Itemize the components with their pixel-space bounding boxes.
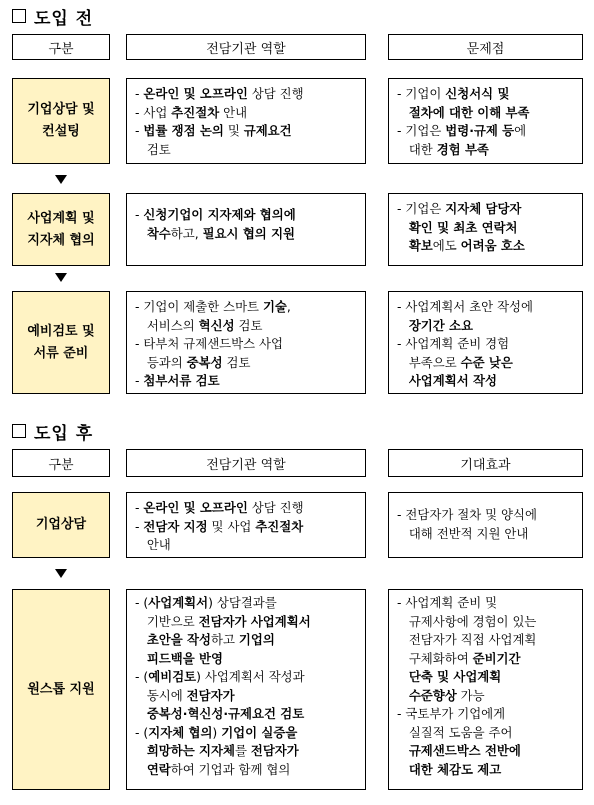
text-line — [397, 742, 574, 761]
section-title-text: 도입 후 — [34, 424, 94, 444]
text: - 기업이 제출한 스마트 — [135, 299, 263, 314]
bold-text: 연락 — [146, 761, 171, 777]
category-one-stop — [12, 589, 110, 790]
text-line — [397, 317, 574, 336]
text — [135, 706, 147, 721]
category-label-line: 서류 준비 — [33, 345, 89, 361]
text-line — [397, 85, 574, 104]
bold-text: 중복성 — [186, 354, 223, 370]
text — [397, 105, 409, 120]
text: 상담 진행 — [247, 86, 304, 101]
text-line — [397, 298, 574, 317]
bold-text: 예비검토 — [148, 669, 197, 684]
text-line — [135, 225, 357, 244]
category-label-line: 컨설팅 — [42, 124, 80, 139]
text: - 사업계획서 초안 작성에 — [397, 299, 533, 314]
text-line — [135, 298, 357, 317]
issue-box-review-docs — [388, 291, 583, 394]
effect-box-consult — [388, 492, 583, 558]
category-consult — [12, 492, 110, 558]
text — [397, 688, 409, 703]
text: 전담자가 직접 사업계획 — [397, 632, 537, 647]
text: - 사업계획 준비 경험 — [397, 336, 510, 351]
text-line — [397, 219, 574, 238]
header-category: 구분 — [12, 449, 110, 477]
bold-text: 초안을 작성 — [146, 632, 211, 647]
bold-text: 온라인 및 오프라인 — [143, 86, 248, 101]
category-label-line: 사업계획 및 — [27, 210, 95, 226]
bold-text: 지자체 협의 — [148, 724, 213, 740]
issue-box-consulting — [388, 78, 583, 164]
text-line — [135, 206, 357, 225]
bold-text: 기술 — [262, 299, 287, 314]
text: 상담 진행 — [247, 500, 304, 515]
bold-text: 착수 — [146, 225, 171, 241]
text: 가능 — [456, 687, 485, 703]
category-plan-local — [12, 193, 110, 266]
text: - — [135, 373, 144, 388]
text: 및 사업 — [207, 518, 256, 534]
header-role: 전담기관 역할 — [126, 449, 366, 477]
text-line — [397, 141, 574, 160]
role-box-plan-local — [126, 193, 366, 266]
text — [397, 669, 409, 684]
checkbox-square-icon — [12, 424, 26, 438]
text — [397, 238, 409, 253]
text: - 기업은 — [397, 201, 446, 216]
text: 검토 — [135, 141, 171, 157]
text-line — [135, 668, 357, 687]
bold-text: 전담자가 사업계획서 — [198, 613, 311, 629]
text: 하여 기업과 함께 협의 — [170, 761, 291, 777]
header-effect: 기대효과 — [388, 449, 583, 477]
text — [397, 373, 409, 388]
bold-text: 수준 낮은 — [460, 354, 513, 370]
bold-text: 신청서식 및 — [445, 86, 510, 101]
text: 규제사항에 경험이 있는 — [397, 613, 537, 629]
text-line — [135, 742, 357, 761]
bold-text: 법률 쟁점 논의 — [143, 123, 224, 138]
text-line — [135, 335, 357, 354]
text: - ( — [135, 595, 149, 610]
down-arrow-icon — [55, 175, 67, 184]
bold-text: 사업계획서 — [148, 595, 209, 610]
checkbox-square-icon — [12, 9, 26, 23]
role-box-review-docs — [126, 291, 366, 394]
bold-text: 추진절차 — [171, 104, 220, 120]
text: - 사업 — [135, 104, 172, 120]
text-line — [397, 237, 574, 256]
text-line — [397, 104, 574, 123]
text-line — [397, 761, 574, 780]
bold-text: 장기간 소요 — [408, 317, 473, 333]
text-line — [397, 631, 574, 650]
header-category: 구분 — [12, 34, 110, 60]
bold-text: 준비기간 — [472, 650, 521, 666]
text — [135, 632, 147, 647]
text: - — [135, 86, 144, 101]
bold-text: 혁신성 — [198, 317, 235, 333]
text-line — [397, 335, 574, 354]
text-line — [397, 506, 574, 525]
text-line — [397, 613, 574, 632]
category-label-line: 예비검토 및 — [27, 323, 95, 339]
text: 기반으로 — [135, 613, 199, 629]
text: ) — [212, 724, 222, 740]
text-line — [135, 613, 357, 632]
bold-text: 첨부서류 검토 — [143, 373, 220, 388]
bold-text: 대한 체감도 제고 — [408, 761, 502, 777]
bold-text: 규제샌드박스 전반에 — [408, 743, 521, 758]
bold-text: 기업의 — [238, 632, 275, 647]
section-title-text: 도입 전 — [34, 9, 94, 29]
text: - — [135, 123, 144, 138]
text: 및 — [223, 123, 244, 138]
down-arrow-icon — [55, 569, 67, 578]
text-line — [135, 518, 357, 537]
text — [397, 318, 409, 333]
text-line — [135, 594, 357, 613]
text-line — [397, 687, 574, 706]
category-consulting — [12, 78, 110, 164]
text: 를 — [234, 743, 251, 758]
category-review-docs — [12, 291, 110, 394]
text: - 전담자가 절차 및 양식에 — [397, 507, 537, 522]
text-line — [135, 317, 357, 336]
bold-text: 확인 및 최초 연락처 — [408, 219, 518, 235]
text: - 타부처 규제샌드박스 사업 — [135, 336, 283, 351]
text: 대해 전반적 지원 안내 — [397, 525, 529, 541]
bold-text: 전담자가 — [250, 743, 299, 758]
bold-text: 절차에 대한 이해 부족 — [408, 104, 530, 120]
text: 에 — [514, 123, 527, 138]
bold-text: 어려움 호소 — [460, 238, 525, 253]
text-line — [397, 650, 574, 669]
effect-box-one-stop — [388, 589, 583, 790]
text: - — [135, 518, 144, 534]
text-line — [397, 594, 574, 613]
text: 실질적 도움을 주어 — [397, 724, 513, 740]
bold-text: 전담자가 — [186, 687, 235, 703]
text — [397, 762, 409, 777]
text: - 기업이 — [397, 86, 446, 101]
text: - 기업은 — [397, 123, 446, 138]
bold-text: 단축 및 사업계획 — [408, 669, 502, 684]
bold-text: 피드백을 반영 — [146, 650, 223, 666]
bold-text: 온라인 및 오프라인 — [143, 500, 248, 515]
text-line — [135, 536, 357, 555]
text-line — [397, 372, 574, 391]
text — [135, 762, 147, 777]
bold-text: 추진절차 — [255, 518, 304, 534]
text: 부족으로 — [397, 354, 461, 370]
text-line — [135, 354, 357, 373]
text: - ( — [135, 724, 149, 740]
header-role: 전담기관 역할 — [126, 34, 366, 60]
text-line — [397, 668, 574, 687]
bold-text: 중복성·혁신성·규제요건 검토 — [146, 706, 305, 721]
text: - — [135, 500, 144, 515]
text: 하고 — [211, 632, 239, 647]
text — [397, 220, 409, 235]
header-issue: 문제점 — [388, 34, 583, 60]
text: 서비스의 — [135, 317, 199, 333]
text-line — [397, 705, 574, 724]
text: 동시에 — [135, 687, 187, 703]
bold-text: 희망하는 지자체 — [146, 743, 235, 758]
section-title-after — [12, 419, 93, 444]
text-line — [135, 122, 357, 141]
text — [135, 743, 147, 758]
bold-text: 수준향상 — [408, 687, 457, 703]
text-line — [397, 724, 574, 743]
text-line — [135, 85, 357, 104]
bold-text: 규제요건 — [243, 123, 292, 138]
text-line — [397, 354, 574, 373]
text: ) 사업계획서 작성과 — [196, 669, 305, 684]
role-box-one-stop — [126, 589, 366, 790]
text-line — [135, 761, 357, 780]
bold-text: 사업계획서 작성 — [408, 373, 497, 388]
text: - ( — [135, 669, 149, 684]
text — [397, 743, 409, 758]
bold-text: 경험 부족 — [436, 141, 489, 157]
text: - 사업계획 준비 및 — [397, 595, 498, 610]
text-line — [135, 141, 357, 160]
text-line — [397, 200, 574, 219]
text: 구체화하여 — [397, 650, 473, 666]
text-line — [135, 631, 357, 650]
text: 안내 — [219, 104, 248, 120]
text-line — [397, 525, 574, 544]
text: 하고, — [170, 225, 203, 241]
text-line — [135, 372, 357, 391]
issue-box-plan-local — [388, 193, 583, 266]
category-label-line: 지자체 협의 — [27, 232, 95, 248]
text-line — [135, 687, 357, 706]
bold-text: 확보 — [408, 238, 433, 253]
text-line — [135, 705, 357, 724]
down-arrow-icon — [55, 273, 67, 282]
text: 대한 — [397, 141, 437, 157]
bold-text: 신청기업이 지자제와 협의에 — [143, 207, 296, 222]
text-line — [397, 122, 574, 141]
text-line — [135, 499, 357, 518]
section-title-before — [12, 4, 93, 29]
text: - 국토부가 기업에게 — [397, 706, 506, 721]
text: , — [286, 299, 291, 314]
bold-text: 전담자 지정 — [143, 518, 208, 534]
category-label-line: 원스톱 지원 — [27, 681, 95, 697]
bold-text: 지자체 담당자 — [445, 201, 522, 216]
text: 에도 — [432, 238, 461, 253]
category-label-line: 기업상담 — [35, 517, 87, 532]
bold-text: 법령·규제 등 — [445, 123, 515, 138]
text: - — [135, 207, 144, 222]
text — [135, 226, 147, 241]
text: 검토 — [234, 317, 263, 333]
role-box-consult — [126, 492, 366, 558]
text: 등과의 — [135, 354, 187, 370]
bold-text: 기업이 실증을 — [221, 724, 298, 740]
text-line — [135, 104, 357, 123]
role-box-consulting — [126, 78, 366, 164]
text — [135, 651, 147, 666]
bold-text: 필요시 협의 지원 — [202, 225, 296, 241]
text: 안내 — [135, 537, 171, 552]
text-line — [135, 650, 357, 669]
text-line — [135, 724, 357, 743]
text: 검토 — [222, 354, 251, 370]
text: ) 상담결과를 — [208, 595, 277, 610]
category-label-line: 기업상담 및 — [27, 102, 95, 117]
